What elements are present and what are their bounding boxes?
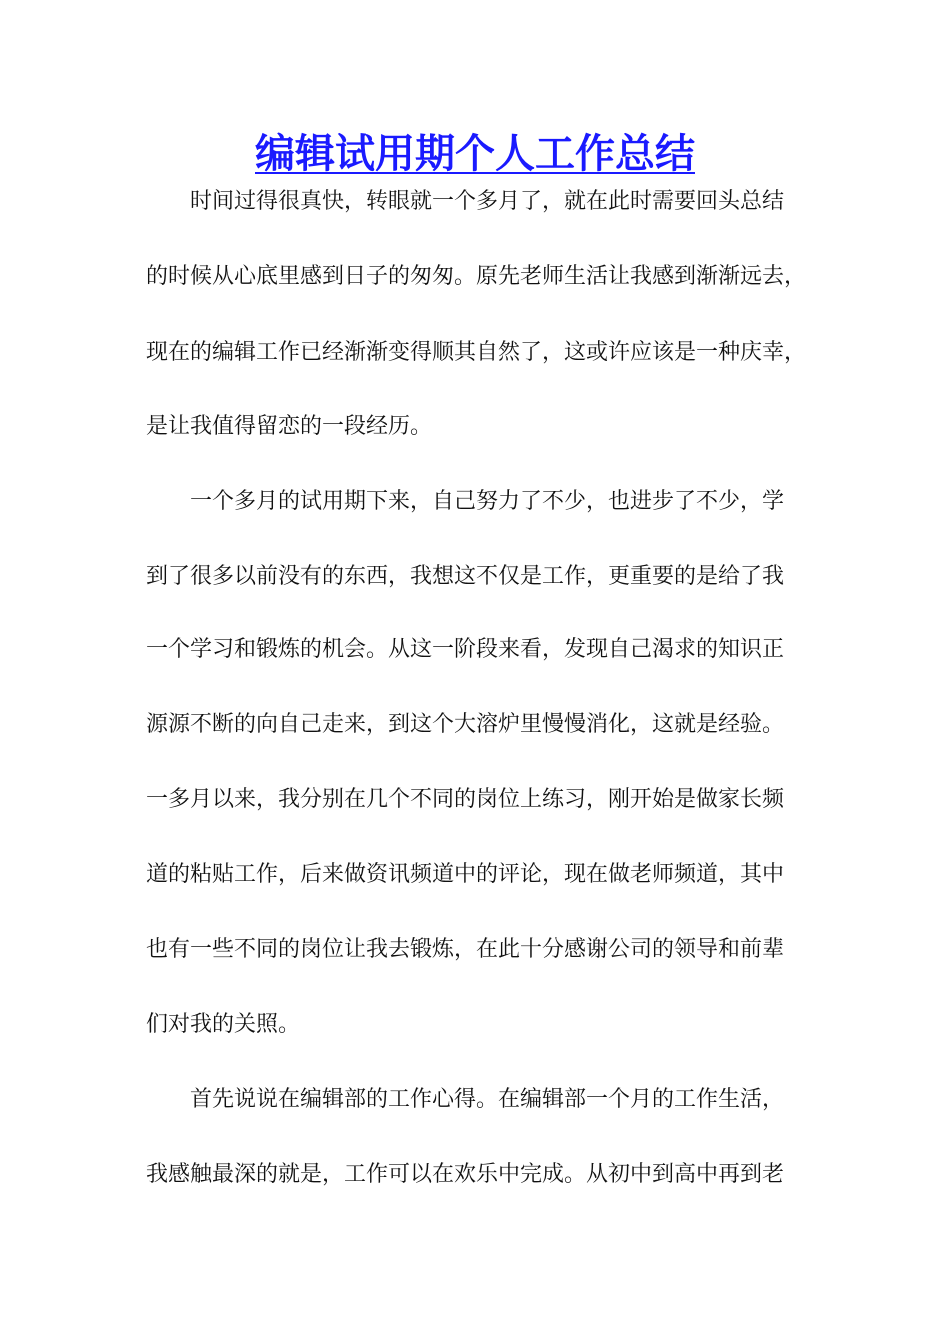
paragraph-line: 首先说说在编辑部的工作心得。在编辑部一个月的工作生活，	[190, 1087, 785, 1112]
document-title: 编辑试用期个人工作总结	[255, 130, 695, 177]
paragraph-line: 时间过得很真快，转眼就一个多月了，就在此时需要回头总结	[190, 189, 785, 214]
paragraph-line: 我感触最深的就是，工作可以在欢乐中完成。从初中到高中再到老	[146, 1162, 785, 1187]
paragraph-line: 是让我值得留恋的一段经历。	[146, 414, 433, 439]
paragraph-line: 一个学习和锻炼的机会。从这一阶段来看，发现自己渴求的知识正	[146, 637, 785, 662]
paragraph-line: 到了很多以前没有的东西，我想这不仅是工作，更重要的是给了我	[146, 564, 785, 589]
paragraph-line: 一个多月的试用期下来，自己努力了不少，也进步了不少，学	[190, 489, 785, 514]
paragraph-line: 道的粘贴工作，后来做资讯频道中的评论，现在做老师频道，其中	[146, 862, 785, 887]
paragraph-line: 源源不断的向自己走来，到这个大溶炉里慢慢消化，这就是经验。	[146, 712, 785, 737]
paragraph-line: 的时候从心底里感到日子的匆匆。原先老师生活让我感到渐渐远去，	[146, 264, 807, 289]
paragraph-line: 一多月以来，我分别在几个不同的岗位上练习，刚开始是做家长频	[146, 787, 785, 812]
paragraph-line: 现在的编辑工作已经渐渐变得顺其自然了，这或许应该是一种庆幸，	[146, 340, 807, 365]
paragraph-line: 也有一些不同的岗位让我去锻炼，在此十分感谢公司的领导和前辈	[146, 937, 785, 962]
paragraph-line: 们对我的关照。	[146, 1012, 301, 1037]
